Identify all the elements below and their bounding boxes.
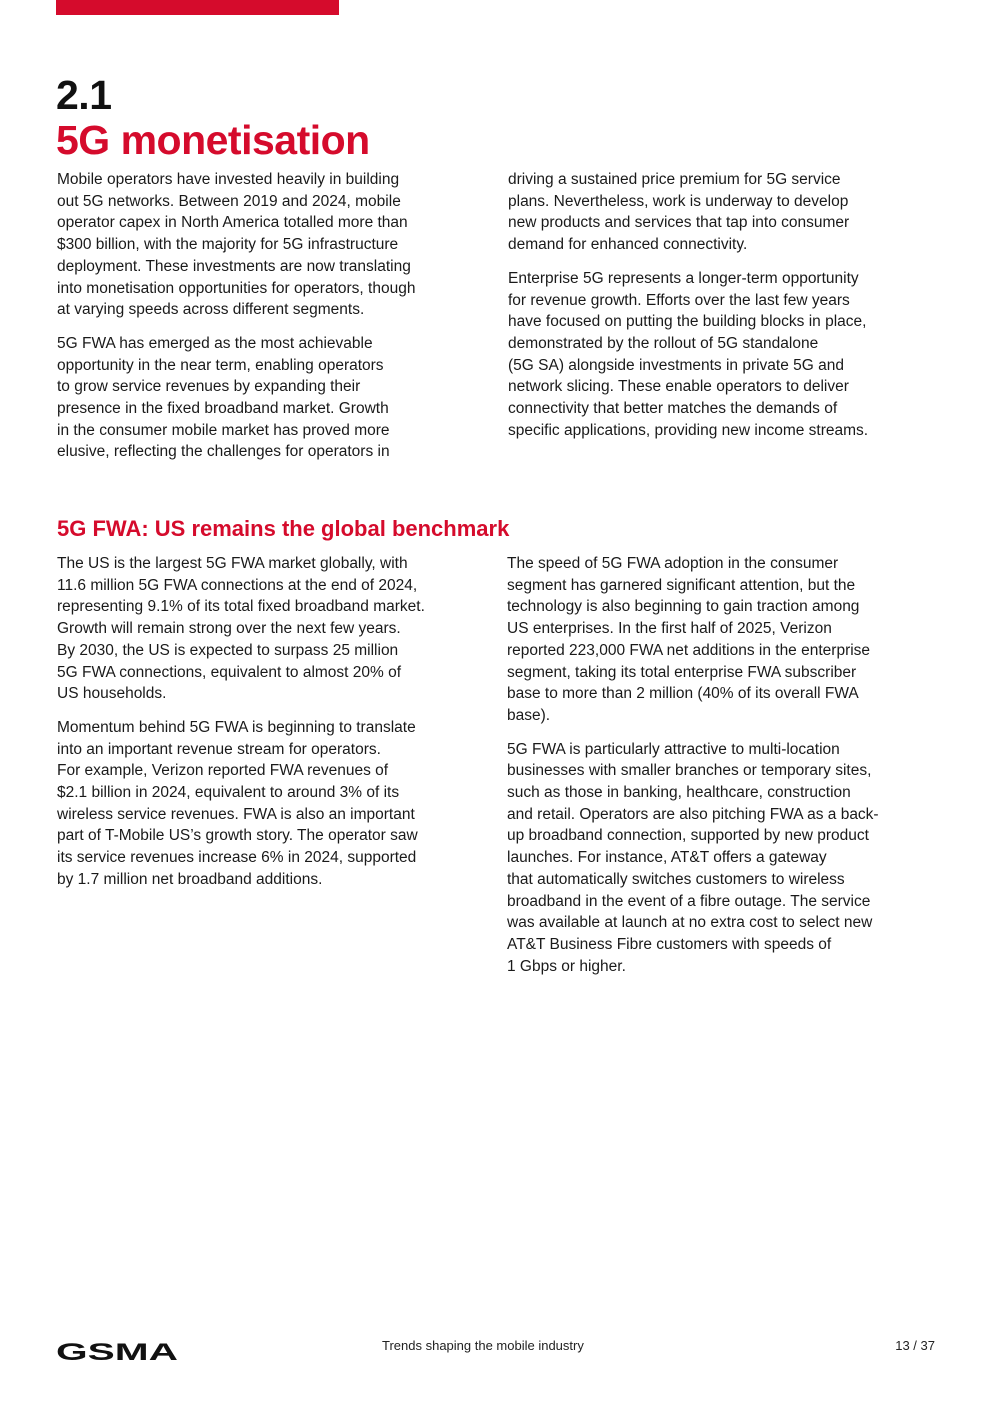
accent-bar: [56, 0, 339, 15]
subsection-heading: 5G FWA: US remains the global benchmark: [57, 516, 510, 541]
paragraph: 5G FWA is particularly attractive to multi-location businesses with smaller branches or temporary sites, such as those in banking, healthcare, construction and retail. Operators are also pitching FWA as a back- up broadband connection, supported by new product launches. For instance, AT&T offers a gateway that automatically switches customers to wireless broadband in the event of a fibre outage. The service was available at launch at no extra cost to select new AT&T Business Fibre customers with speeds of 1 Gbps or higher.: [507, 740, 879, 975]
paragraph: The US is the largest 5G FWA market globally, with 11.6 million 5G FWA connections at the end of 2024, representing 9.1% of its total fixed broadband market. Growth will remain strong over the next few years. By 2030, the US is expected to surpass 25 million 5G FWA connections, equivalent to almost 20% of US households.: [57, 555, 425, 703]
section-title: 5G monetisation: [56, 117, 370, 163]
paragraph: driving a sustained price premium for 5G service plans. Nevertheless, work is underway to develop new products and services that tap into consumer demand for enhanced connectivity.: [508, 171, 850, 254]
paragraph: The speed of 5G FWA adoption in the consumer segment has garnered significant attention, but the technology is also beginning to gain traction among US enterprises. In the first half of 2025, Verizon reported 223,000 FWA net additions in the enterprise segment, taking its total enterprise FWA subscriber base to more than 2 million (40% of its overall FWA base).: [507, 555, 871, 724]
fwa-right-column: [507, 553, 939, 989]
footer-title: Trends shaping the mobile industry: [382, 1338, 584, 1353]
section-number: 2.1: [56, 72, 112, 118]
page-number: 13 / 37: [895, 1338, 935, 1353]
paragraph: Enterprise 5G represents a longer-term opportunity for revenue growth. Efforts over the last few years have focused on putting the building blocks in place, demonstrated by the rollout of 5G standalone (5G SA) alongside investments in private 5G and network slicing. These enable operators to deliver connectivity that better matches the demands of specific applications, providing new income streams.: [508, 269, 869, 439]
paragraph: Mobile operators have invested heavily in building out 5G networks. Between 2019 and 2024, mobile operator capex in North America totalled more than $300 billion, with the majority for 5G infrastructure deployment. These investments are now translating into monetisation opportunities for operators, though at varying speeds across different segments.: [57, 171, 416, 319]
logo-text: GSMA: [56, 1340, 178, 1362]
gsma-logo: [56, 1340, 178, 1362]
fwa-left-column: [57, 553, 489, 903]
paragraph: Momentum behind 5G FWA is beginning to translate into an important revenue stream for operators. For example, Verizon reported FWA revenues of $2.1 billion in 2024, equivalent to around 3% of its wireless service revenues. FWA is also an important part of T-Mobile US’s growth story. The operator saw its service revenues increase 6% in 2024, supported by 1.7 million net broadband additions.: [57, 718, 418, 888]
intro-right-column: [508, 169, 940, 453]
paragraph: 5G FWA has emerged as the most achievable opportunity in the near term, enabling operators to grow service revenues by expanding their presence in the fixed broadband market. Growth in the consumer mobile market has proved more elusive, reflecting the challenges for operators in: [57, 334, 390, 461]
intro-left-column: [57, 169, 489, 475]
